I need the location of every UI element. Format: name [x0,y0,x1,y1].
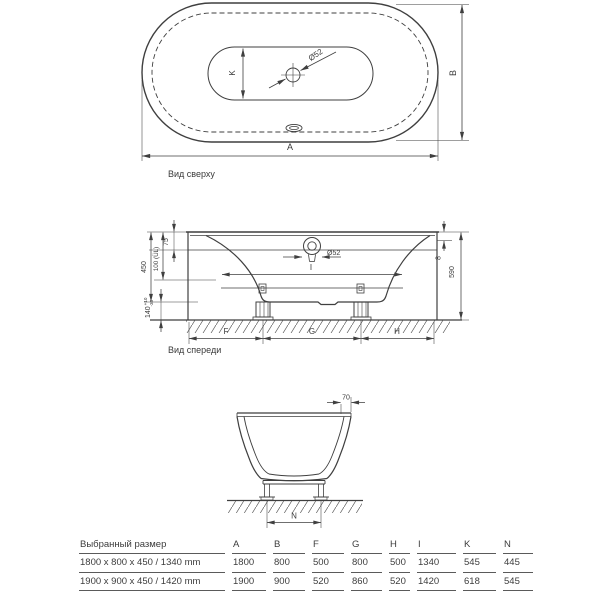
drain-diameter-label: Ø52 [306,46,325,63]
drain-diameter-leader [269,52,336,88]
section-walls [237,417,351,481]
size-table-header-k: K [463,536,496,554]
dim-f-label: F [223,327,229,336]
value-i: 1340 [417,554,456,572]
value-f: 520 [312,573,344,591]
support-legs [253,302,371,320]
dim-k-label: K [228,70,237,76]
value-g: 860 [351,573,382,591]
dim-8-label: 8 [435,256,443,260]
dim-590-label: 590 [449,266,456,278]
overflow-slot-top [286,124,302,131]
value-n: 545 [503,573,533,591]
bowl-profile-curve [206,236,430,305]
dim-a-label: A [286,142,294,152]
side-view [227,395,365,529]
dim-i-label: I [309,263,313,272]
dimension-8 [437,221,452,251]
dim-140-label: $140^{+10}-30$ [143,297,154,318]
section-rim [237,413,351,417]
value-b: 800 [273,554,305,572]
dim-75-label: 75 [163,238,170,246]
tub-inner-rim-dashed [152,13,428,132]
front-view-caption: Вид спереди [168,345,222,355]
support-frame [259,481,329,501]
dim-b-label: B [448,69,458,77]
dim-70-label: 70 [342,394,350,402]
drain-symbol [281,63,305,87]
floor-line-front [150,320,462,333]
overflow-diameter-label: Ø52 [327,250,341,257]
value-a: 1900 [232,573,266,591]
size-table-header-n: N [503,536,533,554]
value-h: 500 [389,554,410,572]
value-i: 1420 [417,573,456,591]
value-k: 545 [463,554,496,572]
value-g: 800 [351,554,382,572]
top-view-caption: Вид сверху [168,169,215,179]
value-k: 618 [463,573,496,591]
tub-elevation-outline [186,232,439,320]
value-n: 445 [503,554,533,572]
tub-outer-rim-outline [142,3,438,142]
value-f: 500 [312,554,344,572]
dimension-b [396,5,469,141]
dim-g-label: G [308,327,316,336]
dim-450-label: 450 [141,261,148,273]
size-table-header-h: H [389,536,410,554]
size-table-header-b: B [273,536,305,554]
size-label: 1900 x 900 x 450 / 1420 mm [79,573,225,591]
leg-brackets [259,284,364,293]
value-a: 1800 [232,554,266,572]
dim-h-label: H [394,327,400,336]
size-table-header-row [79,536,533,554]
front-view [141,220,469,355]
top-view [142,3,469,179]
value-h: 520 [389,573,410,591]
size-label: 1800 x 800 x 450 / 1340 mm [79,554,225,572]
size-table-header-size: Выбранный размер [79,536,225,554]
dim-100-label: 100 (ÜL) [153,246,160,272]
size-table-header-g: G [351,536,382,554]
value-b: 900 [273,573,305,591]
size-table-header-a: A [232,536,266,554]
dim-n-label: N [291,511,297,521]
size-table-row-1800 [79,554,533,572]
size-table-header-i: I [417,536,456,554]
size-table-row-1900 [79,573,533,591]
overflow-fitting [304,238,321,262]
size-table [72,536,540,591]
size-table-header-f: F [312,536,344,554]
